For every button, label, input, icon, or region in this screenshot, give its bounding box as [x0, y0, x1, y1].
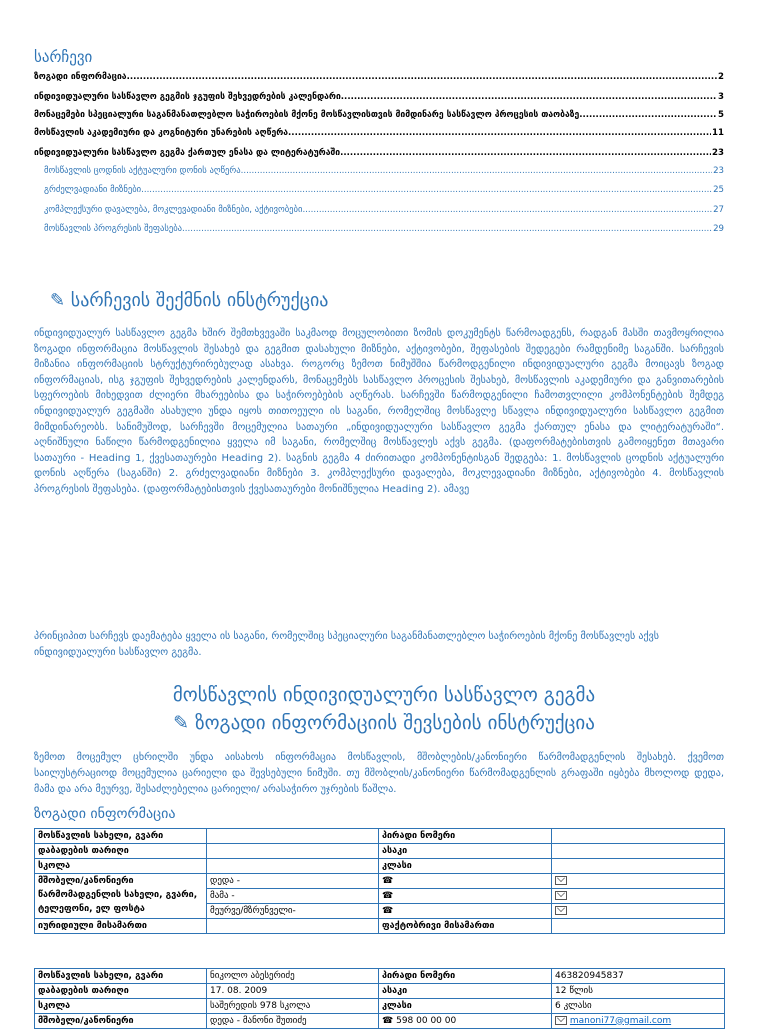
parent-guardian-field[interactable]: მეურვე/მზრუნველი-: [207, 904, 379, 919]
label-parent: მშობელი/კანონიერი: [35, 1014, 207, 1029]
label-school: სკოლა: [35, 859, 207, 874]
general-info-heading: ზოგადი ინფორმაცია: [34, 806, 176, 822]
label-actual-address: ფაქტობრივი მისამართი: [379, 919, 552, 934]
toc-entry-text: მოსწავლის ცოდნის აქტუალური დონის აღწერა: [44, 166, 241, 176]
toc-entry-page: 29: [713, 224, 724, 234]
label-age: ასაკი: [379, 984, 552, 999]
parent-mother-email[interactable]: [552, 874, 725, 889]
parent-mother-phone[interactable]: [379, 874, 552, 889]
personal-id-field[interactable]: [552, 829, 725, 844]
label-personal-id: პირადი ნომერი: [379, 969, 552, 984]
actual-address-field[interactable]: [552, 919, 725, 934]
label-grade: კლასი: [379, 999, 552, 1014]
birth-date-value[interactable]: 17. 08. 2009: [207, 984, 379, 999]
label-student-name: მოსწავლის სახელი, გვარი: [35, 969, 207, 984]
toc-entry-text: ინდივიდუალური სასწავლო გეგმის ჯგუფის შეხვედრების კალენდარი: [34, 92, 341, 102]
toc-entry-page: 27: [713, 205, 724, 215]
phone-icon: ☎: [382, 905, 394, 916]
phone-number: 598 00 00 00: [396, 1015, 457, 1026]
toc-entry-page: 11: [712, 128, 724, 138]
toc-entry[interactable]: [34, 108, 724, 122]
toc-title: სარჩევი: [34, 48, 93, 66]
toc-subentry[interactable]: [44, 203, 724, 217]
parent-father-email[interactable]: [552, 889, 725, 904]
label-student-name: მოსწავლის სახელი, გვარი: [35, 829, 207, 844]
mail-icon: [555, 906, 567, 915]
personal-id-value[interactable]: 463820945837: [552, 969, 725, 984]
parent-father-phone[interactable]: [379, 889, 552, 904]
label-birth-date: დაბადების თარიღი: [35, 984, 207, 999]
toc-entry-page: 2: [718, 72, 724, 82]
plan-instruction-paragraph: ზემოთ მოცემულ ცხრილში უნდა აისახოს ინფორმაცია მოსწავლის, მშობლების/კანონიერი წარმომადგენლის შესახებ. ქვემოთ საილუსტრაციოდ მოცემულია ცარიელი და შევსებული ნიმუში. თუ მშობლის/კანონიერი წარმომადგენლის გრაფაში იყბება მხოლოდ დედა, მამა და არა მეურვე, შესაძლებელია ცარიელი/ არასაჭირო უჯრების წაშლა.: [34, 752, 724, 795]
parent-guardian-email[interactable]: [552, 904, 725, 919]
toc-entry-page: 5: [718, 110, 724, 120]
toc-subentry[interactable]: [44, 183, 724, 197]
school-field[interactable]: [207, 859, 379, 874]
label-parent: მშობელი/კანონიერი წარმომადგენლის სახელი, გვარი, ტელეფონი, ელ ფოსტა: [35, 874, 207, 919]
grade-field[interactable]: [552, 859, 725, 874]
age-value[interactable]: 12 წლის: [552, 984, 725, 999]
phone-icon: ☎: [382, 1015, 394, 1026]
toc-instruction-paragraph: ინდივიდუალურ სასწავლო გეგმა ხშირ შემთხვევაში საკმაოდ მოცულობითი ზომის დოკუმენტს წარმოადგენს, რადგან მასში თავმოყრილია ზოგადი ინფორმაცია მოსწავლის შესახებ და გეგმით დასახული მიზნები, აქტივობები, შეფასების შედეგები რამდენიმე საგანში. სარჩევის მიზანია ინფორმაციის სტრუქტურირებულად ასახვა. როგორც ზემოთ ნიმუშშია წარმოდგენილი ინდივიდუალური გეგმა მოიცავს ზოგად ინფორმაციას, ისგ ჯგუფის შეხვედრების კალენდარს, მონაცემებს სასწავლო პროცესის შესახებ, მოსწავლის აკადემიური და განვითარების სფეროების მიხედვით ძლიერი მხარეებისა და საჭიროებების აღწერას. სარჩევში წარმოდგენილი ჩამოთვლილი კომპონენტების შემდეგ ინდივიდუალურ გეგმაში ასახული უნდა იყოს თითოეული ის საგანი, რომელშიც მოსწავლე სწავლა ინდივიდუალური სასწავლო გეგმით მიმდინარეობს. სანიმუშოდ, სარჩევში მოცემულია სათაური „ინდივიდუალური სასწავლო გეგმა ქართულ ენასა და ლიტერატურაში“. აღნიშნული ნაწილი წარმოდგენილია ყველა იმ საგანი, რომელშიც მოსწავლეს აქვს გეგმა. (დაფორმატებისთვის გამოიყენეთ მთავარი სათაური - Heading 1, ქვესათაურები Heading 2). საგნის გეგმა 4 ძირითადი კომპონენტისგან შედგება: 1. მოსწავლის ცოდნის აქტუალური დონის აღწერა (საგანში) 2. გრძელვადიანი მიზნები 3. კომპლექსური დავალება, მოკლევადიანი მიზნები, აქტივობები 4. მოსწავლის პროგრესის შეფასება. (დაფორმატებისთვის ქვესათაურები მონიშნულია Heading 2). ამავე: [34, 328, 724, 495]
mail-icon: [555, 876, 567, 885]
parent-mother-email-value[interactable]: [552, 1014, 725, 1029]
phone-icon: ☎: [382, 890, 394, 901]
email-link[interactable]: manoni77@gmail.com: [569, 1015, 672, 1026]
toc-entry-text: მოსწავლის აკადემიური და კოგნიტური უნარების აღწერა: [34, 128, 289, 138]
toc-entry[interactable]: [34, 90, 724, 104]
toc-entry-text: კომპლექსური დავალება, მოკლევადიანი მიზნები, აქტივობები: [44, 205, 303, 215]
label-legal-address: იურიდიული მისამართი: [35, 919, 207, 934]
toc-entry-text: გრძელვადიანი მიზნები: [44, 185, 142, 195]
plan-subtitle: ✎ ზოგადი ინფორმაციის შევსების ინსტრუქცია: [173, 712, 595, 734]
toc-subentry[interactable]: [44, 222, 724, 236]
school-value[interactable]: საშერედის 978 სკოლა: [207, 999, 379, 1014]
label-grade: კლასი: [379, 859, 552, 874]
phone-icon: ☎: [382, 875, 394, 886]
label-school: სკოლა: [35, 999, 207, 1014]
birth-date-field[interactable]: [207, 844, 379, 859]
toc-entry-text: მონაცემები სპეციალური საგანმანათლებლო საჭიროების მქონე მოსწავლისთვის მიმდინარე სასწავლო პროცესის თაობაზე: [34, 110, 580, 120]
label-birth-date: დაბადების თარიღი: [35, 844, 207, 859]
student-name-field[interactable]: [207, 829, 379, 844]
student-name-value[interactable]: ნიკოლო აბესერიძე: [207, 969, 379, 984]
parent-guardian-phone[interactable]: [379, 904, 552, 919]
toc-entry[interactable]: [34, 126, 724, 140]
general-info-table-empty: [34, 828, 725, 934]
parent-father-field[interactable]: მამა -: [207, 889, 379, 904]
toc-entry-page: 3: [718, 92, 724, 102]
toc-entry-text: ინდივიდუალური სასწავლო გეგმა ქართულ ენასა და ლიტერატურაში: [34, 148, 341, 158]
label-age: ასაკი: [379, 844, 552, 859]
toc-entry-page: 23: [713, 166, 724, 176]
toc-instruction-paragraph-continued: პრინციპით სარჩევს დაემატება ყველა ის საგანი, რომელშიც სპეციალური საგანმანათლებლო საჭიროების მქონე მოსწავლეს აქვს ინდივიდუალური სასწავლო გეგმა.: [34, 631, 659, 658]
legal-address-field[interactable]: [207, 919, 379, 934]
toc-subentry[interactable]: [44, 164, 724, 178]
parent-mother-phone-value[interactable]: [379, 1014, 552, 1029]
mail-icon: [555, 891, 567, 900]
toc-entry[interactable]: [34, 70, 724, 84]
label-personal-id: პირადი ნომერი: [379, 829, 552, 844]
toc-entry-text: მოსწავლის პროგრესის შეფასება: [44, 224, 183, 234]
toc-entry-page: 23: [712, 148, 724, 158]
general-info-table-filled: [34, 968, 725, 1029]
parent-mother-value[interactable]: დედა - მანონი შუთიძე: [207, 1014, 379, 1029]
age-field[interactable]: [552, 844, 725, 859]
toc-entry-page: 25: [713, 185, 724, 195]
plan-title: მოსწავლის ინდივიდუალური სასწავლო გეგმა: [172, 684, 596, 706]
toc-entry[interactable]: [34, 146, 724, 160]
toc-entry-text: ზოგადი ინფორმაცია: [34, 72, 127, 82]
parent-mother-field[interactable]: დედა -: [207, 874, 379, 889]
toc-instruction-heading: ✎ სარჩევის შექმნის ინსტრუქცია: [50, 290, 329, 311]
mail-icon: [555, 1016, 567, 1025]
grade-value[interactable]: 6 კლასი: [552, 999, 725, 1014]
